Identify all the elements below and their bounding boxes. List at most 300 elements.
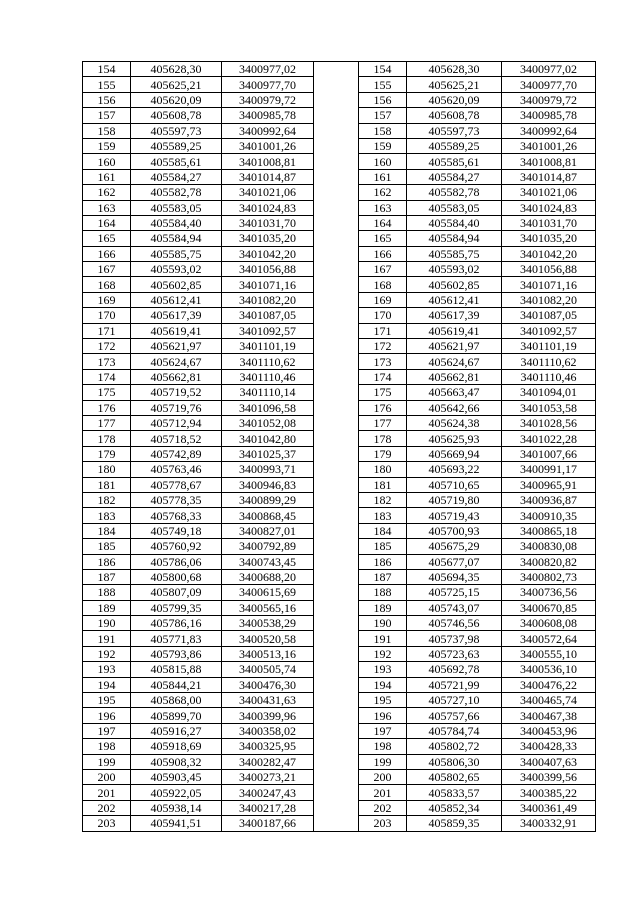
left-x-coordinate-cell: 405800,68 <box>131 569 222 584</box>
right-x-coordinate-cell: 405583,05 <box>407 200 502 215</box>
column-gap <box>314 769 359 784</box>
left-x-coordinate-cell: 405742,89 <box>131 446 222 461</box>
left-point-number-cell: 185 <box>83 539 131 554</box>
left-y-coordinate-cell: 3400247,43 <box>222 785 314 800</box>
column-gap <box>314 415 359 430</box>
column-gap <box>314 616 359 631</box>
left-point-number-cell: 190 <box>83 616 131 631</box>
column-gap <box>314 431 359 446</box>
table-row <box>83 415 596 430</box>
left-x-coordinate-cell: 405619,41 <box>131 323 222 338</box>
column-gap <box>314 477 359 492</box>
left-y-coordinate-cell: 3401071,16 <box>222 277 314 292</box>
left-y-coordinate-cell: 3401035,20 <box>222 231 314 246</box>
column-gap <box>314 816 359 831</box>
table-row <box>83 400 596 415</box>
left-point-number-cell: 198 <box>83 739 131 754</box>
right-x-coordinate-cell: 405621,97 <box>407 339 502 354</box>
right-x-coordinate-cell: 405700,93 <box>407 523 502 538</box>
left-x-coordinate-cell: 405624,67 <box>131 354 222 369</box>
table-row <box>83 569 596 584</box>
left-point-number-cell: 166 <box>83 246 131 261</box>
right-y-coordinate-cell: 3401042,20 <box>502 246 596 261</box>
table-row <box>83 369 596 384</box>
right-y-coordinate-cell: 3401087,05 <box>502 308 596 323</box>
column-gap <box>314 693 359 708</box>
left-point-number-cell: 189 <box>83 600 131 615</box>
right-x-coordinate-cell: 405584,40 <box>407 215 502 230</box>
table-row <box>83 523 596 538</box>
column-gap <box>314 800 359 815</box>
right-x-coordinate-cell: 405859,35 <box>407 816 502 831</box>
right-x-coordinate-cell: 405723,63 <box>407 646 502 661</box>
right-y-coordinate-cell: 3400977,70 <box>502 77 596 92</box>
right-y-coordinate-cell: 3400936,87 <box>502 492 596 507</box>
table-row <box>83 77 596 92</box>
table-row <box>83 554 596 569</box>
column-gap <box>314 354 359 369</box>
table-row <box>83 323 596 338</box>
column-gap <box>314 400 359 415</box>
left-x-coordinate-cell: 405585,61 <box>131 154 222 169</box>
left-point-number-cell: 156 <box>83 92 131 107</box>
left-y-coordinate-cell: 3401096,58 <box>222 400 314 415</box>
table-row <box>83 138 596 153</box>
left-x-coordinate-cell: 405621,97 <box>131 339 222 354</box>
table-row <box>83 462 596 477</box>
table-row <box>83 200 596 215</box>
right-y-coordinate-cell: 3401031,70 <box>502 215 596 230</box>
right-point-number-cell: 191 <box>359 631 407 646</box>
left-point-number-cell: 191 <box>83 631 131 646</box>
right-point-number-cell: 194 <box>359 677 407 692</box>
left-x-coordinate-cell: 405625,21 <box>131 77 222 92</box>
table-row <box>83 723 596 738</box>
left-y-coordinate-cell: 3401056,88 <box>222 262 314 277</box>
left-x-coordinate-cell: 405938,14 <box>131 800 222 815</box>
right-point-number-cell: 179 <box>359 446 407 461</box>
table-row <box>83 739 596 754</box>
left-x-coordinate-cell: 405844,21 <box>131 677 222 692</box>
right-y-coordinate-cell: 3400407,63 <box>502 754 596 769</box>
left-x-coordinate-cell: 405763,46 <box>131 462 222 477</box>
table-row <box>83 508 596 523</box>
right-y-coordinate-cell: 3401014,87 <box>502 169 596 184</box>
right-x-coordinate-cell: 405833,57 <box>407 785 502 800</box>
right-y-coordinate-cell: 3401110,46 <box>502 369 596 384</box>
left-point-number-cell: 160 <box>83 154 131 169</box>
left-y-coordinate-cell: 3401101,19 <box>222 339 314 354</box>
right-y-coordinate-cell: 3401071,16 <box>502 277 596 292</box>
left-point-number-cell: 170 <box>83 308 131 323</box>
right-y-coordinate-cell: 3400977,02 <box>502 62 596 77</box>
left-x-coordinate-cell: 405662,81 <box>131 369 222 384</box>
right-y-coordinate-cell: 3400979,72 <box>502 92 596 107</box>
left-y-coordinate-cell: 3400992,64 <box>222 123 314 138</box>
right-y-coordinate-cell: 3400332,91 <box>502 816 596 831</box>
table-row <box>83 262 596 277</box>
left-point-number-cell: 174 <box>83 369 131 384</box>
right-y-coordinate-cell: 3401082,20 <box>502 292 596 307</box>
table-row <box>83 354 596 369</box>
right-y-coordinate-cell: 3400830,08 <box>502 539 596 554</box>
table-row <box>83 277 596 292</box>
right-y-coordinate-cell: 3400820,82 <box>502 554 596 569</box>
left-y-coordinate-cell: 3400743,45 <box>222 554 314 569</box>
left-x-coordinate-cell: 405793,86 <box>131 646 222 661</box>
right-point-number-cell: 193 <box>359 662 407 677</box>
column-gap <box>314 754 359 769</box>
column-gap <box>314 523 359 538</box>
left-point-number-cell: 177 <box>83 415 131 430</box>
right-y-coordinate-cell: 3401001,26 <box>502 138 596 153</box>
right-point-number-cell: 162 <box>359 185 407 200</box>
left-point-number-cell: 161 <box>83 169 131 184</box>
right-x-coordinate-cell: 405675,29 <box>407 539 502 554</box>
left-x-coordinate-cell: 405815,88 <box>131 662 222 677</box>
right-point-number-cell: 165 <box>359 231 407 246</box>
right-x-coordinate-cell: 405662,81 <box>407 369 502 384</box>
right-x-coordinate-cell: 405719,80 <box>407 492 502 507</box>
right-x-coordinate-cell: 405584,94 <box>407 231 502 246</box>
right-x-coordinate-cell: 405757,66 <box>407 708 502 723</box>
column-gap <box>314 739 359 754</box>
left-y-coordinate-cell: 3400985,78 <box>222 108 314 123</box>
left-point-number-cell: 165 <box>83 231 131 246</box>
right-point-number-cell: 176 <box>359 400 407 415</box>
right-point-number-cell: 192 <box>359 646 407 661</box>
right-point-number-cell: 200 <box>359 769 407 784</box>
left-y-coordinate-cell: 3401110,46 <box>222 369 314 384</box>
right-x-coordinate-cell: 405619,41 <box>407 323 502 338</box>
table-row <box>83 169 596 184</box>
right-point-number-cell: 181 <box>359 477 407 492</box>
right-x-coordinate-cell: 405694,35 <box>407 569 502 584</box>
right-point-number-cell: 177 <box>359 415 407 430</box>
left-point-number-cell: 172 <box>83 339 131 354</box>
column-gap <box>314 77 359 92</box>
left-y-coordinate-cell: 3400187,66 <box>222 816 314 831</box>
column-gap <box>314 539 359 554</box>
right-x-coordinate-cell: 405710,65 <box>407 477 502 492</box>
right-x-coordinate-cell: 405624,67 <box>407 354 502 369</box>
column-gap <box>314 554 359 569</box>
right-y-coordinate-cell: 3400992,64 <box>502 123 596 138</box>
column-gap <box>314 677 359 692</box>
right-point-number-cell: 189 <box>359 600 407 615</box>
right-x-coordinate-cell: 405725,15 <box>407 585 502 600</box>
table-row <box>83 231 596 246</box>
table-row <box>83 646 596 661</box>
left-x-coordinate-cell: 405749,18 <box>131 523 222 538</box>
left-x-coordinate-cell: 405718,52 <box>131 431 222 446</box>
right-point-number-cell: 155 <box>359 77 407 92</box>
left-point-number-cell: 162 <box>83 185 131 200</box>
right-point-number-cell: 174 <box>359 369 407 384</box>
right-y-coordinate-cell: 3401028,56 <box>502 415 596 430</box>
left-point-number-cell: 164 <box>83 215 131 230</box>
left-point-number-cell: 169 <box>83 292 131 307</box>
right-point-number-cell: 202 <box>359 800 407 815</box>
right-point-number-cell: 168 <box>359 277 407 292</box>
right-y-coordinate-cell: 3400965,91 <box>502 477 596 492</box>
column-gap <box>314 169 359 184</box>
left-x-coordinate-cell: 405899,70 <box>131 708 222 723</box>
left-point-number-cell: 193 <box>83 662 131 677</box>
left-x-coordinate-cell: 405799,35 <box>131 600 222 615</box>
column-gap <box>314 277 359 292</box>
table-row <box>83 62 596 77</box>
right-point-number-cell: 166 <box>359 246 407 261</box>
left-y-coordinate-cell: 3401082,20 <box>222 292 314 307</box>
right-point-number-cell: 184 <box>359 523 407 538</box>
table-row <box>83 215 596 230</box>
left-x-coordinate-cell: 405768,33 <box>131 508 222 523</box>
column-gap <box>314 708 359 723</box>
left-y-coordinate-cell: 3400615,69 <box>222 585 314 600</box>
table-row <box>83 123 596 138</box>
column-gap <box>314 138 359 153</box>
column-gap <box>314 369 359 384</box>
right-point-number-cell: 160 <box>359 154 407 169</box>
right-y-coordinate-cell: 3400991,17 <box>502 462 596 477</box>
right-y-coordinate-cell: 3400361,49 <box>502 800 596 815</box>
right-y-coordinate-cell: 3401021,06 <box>502 185 596 200</box>
column-gap <box>314 462 359 477</box>
left-y-coordinate-cell: 3400827,01 <box>222 523 314 538</box>
right-x-coordinate-cell: 405589,25 <box>407 138 502 153</box>
left-point-number-cell: 201 <box>83 785 131 800</box>
right-point-number-cell: 186 <box>359 554 407 569</box>
right-point-number-cell: 196 <box>359 708 407 723</box>
right-point-number-cell: 185 <box>359 539 407 554</box>
column-gap <box>314 723 359 738</box>
left-x-coordinate-cell: 405903,45 <box>131 769 222 784</box>
left-point-number-cell: 196 <box>83 708 131 723</box>
right-y-coordinate-cell: 3401024,83 <box>502 200 596 215</box>
left-x-coordinate-cell: 405908,32 <box>131 754 222 769</box>
left-x-coordinate-cell: 405584,94 <box>131 231 222 246</box>
right-point-number-cell: 188 <box>359 585 407 600</box>
left-y-coordinate-cell: 3400520,58 <box>222 631 314 646</box>
right-point-number-cell: 203 <box>359 816 407 831</box>
right-y-coordinate-cell: 3400802,73 <box>502 569 596 584</box>
right-y-coordinate-cell: 3401035,20 <box>502 231 596 246</box>
right-x-coordinate-cell: 405802,72 <box>407 739 502 754</box>
table-row <box>83 708 596 723</box>
column-gap <box>314 339 359 354</box>
right-x-coordinate-cell: 405585,61 <box>407 154 502 169</box>
right-point-number-cell: 175 <box>359 385 407 400</box>
right-point-number-cell: 178 <box>359 431 407 446</box>
left-x-coordinate-cell: 405771,83 <box>131 631 222 646</box>
right-y-coordinate-cell: 3400399,56 <box>502 769 596 784</box>
left-point-number-cell: 203 <box>83 816 131 831</box>
left-point-number-cell: 175 <box>83 385 131 400</box>
left-y-coordinate-cell: 3401087,05 <box>222 308 314 323</box>
right-point-number-cell: 163 <box>359 200 407 215</box>
right-x-coordinate-cell: 405612,41 <box>407 292 502 307</box>
right-point-number-cell: 158 <box>359 123 407 138</box>
left-point-number-cell: 202 <box>83 800 131 815</box>
left-x-coordinate-cell: 405584,40 <box>131 215 222 230</box>
column-gap <box>314 215 359 230</box>
left-y-coordinate-cell: 3401001,26 <box>222 138 314 153</box>
left-x-coordinate-cell: 405585,75 <box>131 246 222 261</box>
right-y-coordinate-cell: 3401094,01 <box>502 385 596 400</box>
left-y-coordinate-cell: 3400565,16 <box>222 600 314 615</box>
right-point-number-cell: 167 <box>359 262 407 277</box>
left-point-number-cell: 194 <box>83 677 131 692</box>
left-x-coordinate-cell: 405593,02 <box>131 262 222 277</box>
right-x-coordinate-cell: 405743,07 <box>407 600 502 615</box>
column-gap <box>314 646 359 661</box>
left-y-coordinate-cell: 3401110,14 <box>222 385 314 400</box>
left-point-number-cell: 192 <box>83 646 131 661</box>
column-gap <box>314 785 359 800</box>
table-row <box>83 339 596 354</box>
right-x-coordinate-cell: 405582,78 <box>407 185 502 200</box>
right-x-coordinate-cell: 405719,43 <box>407 508 502 523</box>
right-x-coordinate-cell: 405585,75 <box>407 246 502 261</box>
left-y-coordinate-cell: 3400513,16 <box>222 646 314 661</box>
table-row <box>83 246 596 261</box>
right-point-number-cell: 199 <box>359 754 407 769</box>
left-x-coordinate-cell: 405916,27 <box>131 723 222 738</box>
left-point-number-cell: 159 <box>83 138 131 153</box>
left-x-coordinate-cell: 405786,06 <box>131 554 222 569</box>
left-y-coordinate-cell: 3401031,70 <box>222 215 314 230</box>
right-x-coordinate-cell: 405625,21 <box>407 77 502 92</box>
column-gap <box>314 308 359 323</box>
left-x-coordinate-cell: 405597,73 <box>131 123 222 138</box>
left-x-coordinate-cell: 405760,92 <box>131 539 222 554</box>
left-y-coordinate-cell: 3400899,29 <box>222 492 314 507</box>
right-x-coordinate-cell: 405677,07 <box>407 554 502 569</box>
left-x-coordinate-cell: 405608,78 <box>131 108 222 123</box>
column-gap <box>314 185 359 200</box>
right-x-coordinate-cell: 405746,56 <box>407 616 502 631</box>
right-y-coordinate-cell: 3400865,18 <box>502 523 596 538</box>
right-x-coordinate-cell: 405602,85 <box>407 277 502 292</box>
right-x-coordinate-cell: 405624,38 <box>407 415 502 430</box>
right-x-coordinate-cell: 405692,78 <box>407 662 502 677</box>
right-y-coordinate-cell: 3401101,19 <box>502 339 596 354</box>
left-point-number-cell: 179 <box>83 446 131 461</box>
right-point-number-cell: 187 <box>359 569 407 584</box>
left-point-number-cell: 183 <box>83 508 131 523</box>
column-gap <box>314 262 359 277</box>
left-x-coordinate-cell: 405918,69 <box>131 739 222 754</box>
right-x-coordinate-cell: 405727,10 <box>407 693 502 708</box>
right-x-coordinate-cell: 405669,94 <box>407 446 502 461</box>
left-point-number-cell: 171 <box>83 323 131 338</box>
left-y-coordinate-cell: 3401052,08 <box>222 415 314 430</box>
right-x-coordinate-cell: 405802,65 <box>407 769 502 784</box>
table-row <box>83 92 596 107</box>
right-y-coordinate-cell: 3400385,22 <box>502 785 596 800</box>
left-y-coordinate-cell: 3401025,37 <box>222 446 314 461</box>
left-x-coordinate-cell: 405628,30 <box>131 62 222 77</box>
right-x-coordinate-cell: 405625,93 <box>407 431 502 446</box>
right-y-coordinate-cell: 3400453,96 <box>502 723 596 738</box>
table-row <box>83 816 596 831</box>
left-x-coordinate-cell: 405719,52 <box>131 385 222 400</box>
column-gap <box>314 246 359 261</box>
right-y-coordinate-cell: 3400608,08 <box>502 616 596 631</box>
left-x-coordinate-cell: 405941,51 <box>131 816 222 831</box>
table-row <box>83 677 596 692</box>
left-x-coordinate-cell: 405786,16 <box>131 616 222 631</box>
left-y-coordinate-cell: 3400946,83 <box>222 477 314 492</box>
left-point-number-cell: 178 <box>83 431 131 446</box>
left-x-coordinate-cell: 405583,05 <box>131 200 222 215</box>
column-gap <box>314 123 359 138</box>
left-y-coordinate-cell: 3400993,71 <box>222 462 314 477</box>
left-point-number-cell: 186 <box>83 554 131 569</box>
right-x-coordinate-cell: 405721,99 <box>407 677 502 692</box>
right-y-coordinate-cell: 3400572,64 <box>502 631 596 646</box>
column-gap <box>314 385 359 400</box>
left-x-coordinate-cell: 405620,09 <box>131 92 222 107</box>
column-gap <box>314 662 359 677</box>
left-x-coordinate-cell: 405582,78 <box>131 185 222 200</box>
table-row <box>83 662 596 677</box>
right-point-number-cell: 195 <box>359 693 407 708</box>
column-gap <box>314 492 359 507</box>
left-y-coordinate-cell: 3400476,30 <box>222 677 314 692</box>
column-gap <box>314 62 359 77</box>
left-point-number-cell: 184 <box>83 523 131 538</box>
column-gap <box>314 446 359 461</box>
right-point-number-cell: 156 <box>359 92 407 107</box>
table-row <box>83 292 596 307</box>
right-x-coordinate-cell: 405617,39 <box>407 308 502 323</box>
left-y-coordinate-cell: 3401110,62 <box>222 354 314 369</box>
left-y-coordinate-cell: 3400505,74 <box>222 662 314 677</box>
table-row <box>83 631 596 646</box>
left-x-coordinate-cell: 405868,00 <box>131 693 222 708</box>
right-x-coordinate-cell: 405593,02 <box>407 262 502 277</box>
right-x-coordinate-cell: 405584,27 <box>407 169 502 184</box>
right-point-number-cell: 171 <box>359 323 407 338</box>
left-y-coordinate-cell: 3400977,02 <box>222 62 314 77</box>
left-y-coordinate-cell: 3401021,06 <box>222 185 314 200</box>
right-x-coordinate-cell: 405852,34 <box>407 800 502 815</box>
column-gap <box>314 154 359 169</box>
column-gap <box>314 231 359 246</box>
table-row <box>83 600 596 615</box>
coordinates-table-body <box>83 62 596 832</box>
left-point-number-cell: 181 <box>83 477 131 492</box>
table-row <box>83 785 596 800</box>
left-y-coordinate-cell: 3401008,81 <box>222 154 314 169</box>
right-y-coordinate-cell: 3401110,62 <box>502 354 596 369</box>
left-y-coordinate-cell: 3401014,87 <box>222 169 314 184</box>
left-point-number-cell: 173 <box>83 354 131 369</box>
column-gap <box>314 631 359 646</box>
left-point-number-cell: 199 <box>83 754 131 769</box>
right-x-coordinate-cell: 405628,30 <box>407 62 502 77</box>
left-point-number-cell: 157 <box>83 108 131 123</box>
left-y-coordinate-cell: 3400282,47 <box>222 754 314 769</box>
column-gap <box>314 569 359 584</box>
right-y-coordinate-cell: 3400985,78 <box>502 108 596 123</box>
left-x-coordinate-cell: 405584,27 <box>131 169 222 184</box>
column-gap <box>314 600 359 615</box>
left-x-coordinate-cell: 405719,76 <box>131 400 222 415</box>
column-gap <box>314 92 359 107</box>
